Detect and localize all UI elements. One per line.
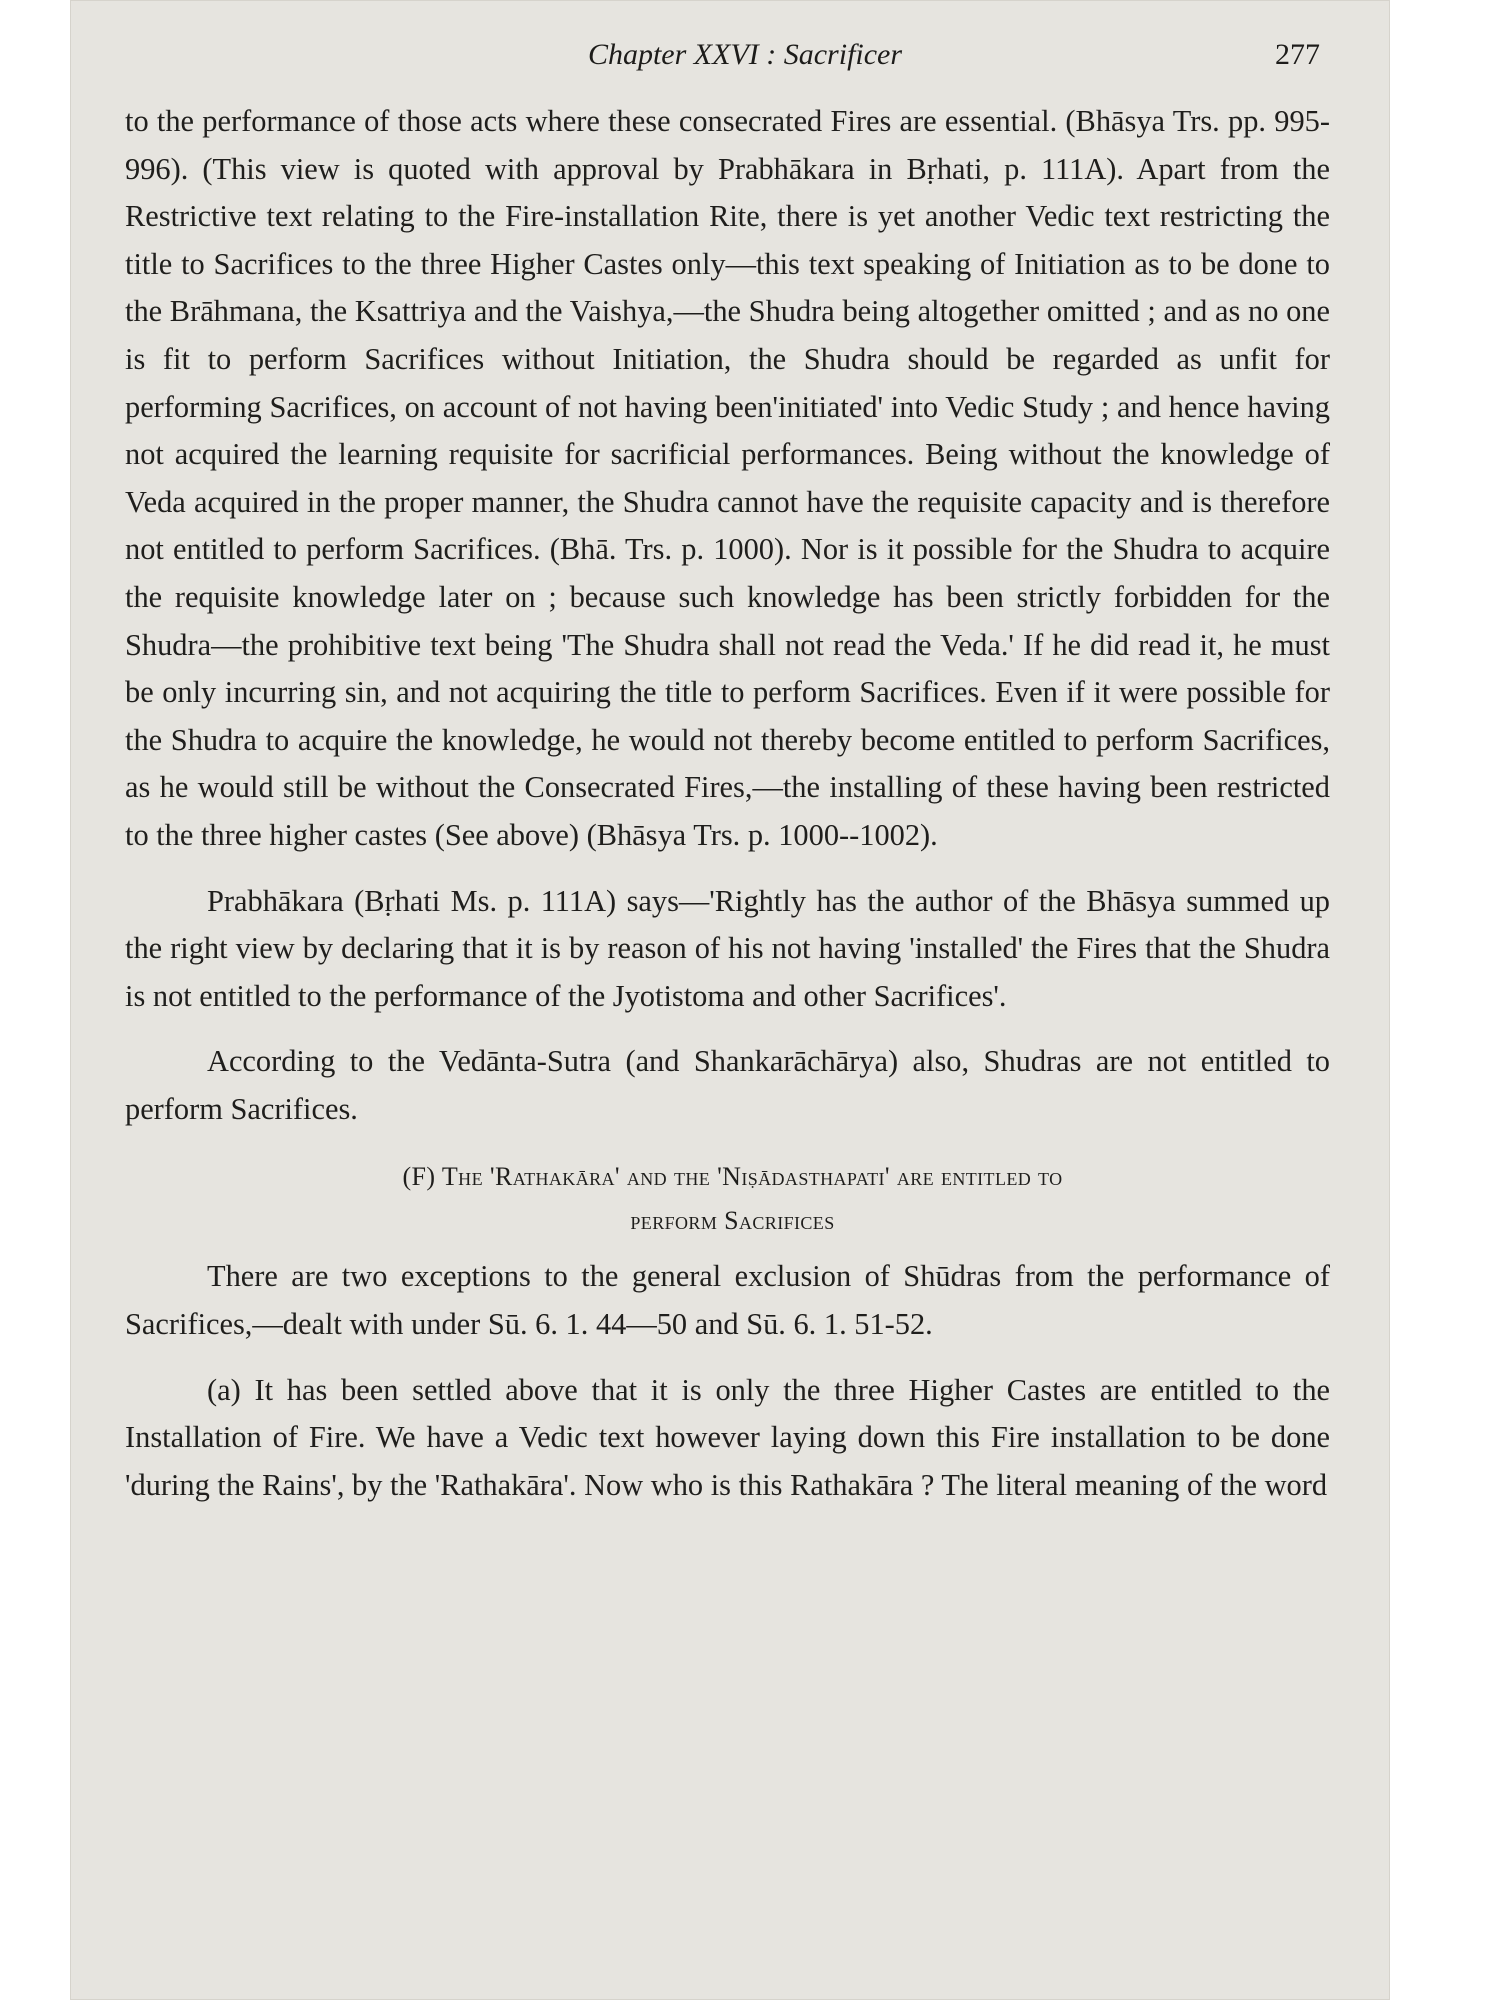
chapter-title: Chapter XXVI : Sacrificer (587, 38, 903, 71)
section-heading-line-1: (F) The 'Rathakāra' and the 'Niṣādasthapati' are entitled to (402, 1162, 1063, 1192)
page-body (125, 98, 1330, 1509)
paragraph-vedanta-sutra: According to the Vedānta-Sutra (and Shankarāchārya) also, Shudras are not entitled to perform Sacrifices. (125, 1044, 1330, 1126)
paragraph-rathakara: (a) It has been settled above that it is only the three Higher Castes are entitled to the Installation of Fire. We have a Vedic text however laying down this Fire installation to be done 'during the Rains', by the 'Rathakāra'. Now who is this Rathakāra ? The literal meaning of the word (125, 1372, 1330, 1502)
paragraph-prabhakara: Prabhākara (Bṛhati Ms. p. 111A) says—'Rightly has the author of the Bhāsya summed up the right view by declaring that it is by reason of his not having 'installed' the Fires that the Shudra is not entitled to the performance of the Jyotistoma and other Sacrifices'. (125, 883, 1330, 1013)
paragraph-exceptions: There are two exceptions to the general exclusion of Shūdras from the performance of Sacrifices,—dealt with under Sū. 6. 1. 44—50 and Sū. 6. 1. 51-52. (125, 1259, 1330, 1342)
section-heading (155, 1155, 1310, 1243)
page-number: 277 (1275, 38, 1320, 71)
book-page (70, 0, 1390, 2000)
running-head (130, 38, 1360, 78)
paragraph-continued: to the performance of those acts where these consecrated Fires are essential. (Bhāsya Trs. pp. 995-996). (This view is quoted with approval by Prabhākara in Bṛhati, p. 111A). Apart from the Restrictive text relating to the Fire-installation Rite, there is yet another Vedic text restricting the title to Sacrifices to the three Higher Castes only—this text speaking of Initiation as to be done to the Brāhmana, the Ksattriya and the Vaishya,—the Shudra being altogether omitted ; and as no one is fit to perform Sacrifices without Initiation, the Shudra should be regarded as unfit for performing Sacrifices, on account of not having been'initiated' into Vedic Study ; and hence having not acquired the learning requisite for sacrificial performances. Being without the knowledge of Veda acquired in the proper manner, the Shudra cannot have the requisite capacity and is therefore not entitled to perform Sacrifices. (Bhā. Trs. p. 1000). Nor is it possible for the Shudra to acquire the requisite knowledge later on ; because such knowledge has been strictly forbidden for the Shudra—the prohibitive text being 'The Shudra shall not read the Veda.' If he did read it, he must be only incurring sin, and not acquiring the title to perform Sacrifices. Even if it were possible for the Shudra to acquire the knowledge, he would not thereby become entitled to perform Sacrifices, as he would still be without the Consecrated Fires,—the installing of these having been restricted to the three higher castes (See above) (Bhāsya Trs. p. 1000--1002). (125, 104, 1330, 852)
section-heading-line-2: perform Sacrifices (630, 1206, 835, 1236)
